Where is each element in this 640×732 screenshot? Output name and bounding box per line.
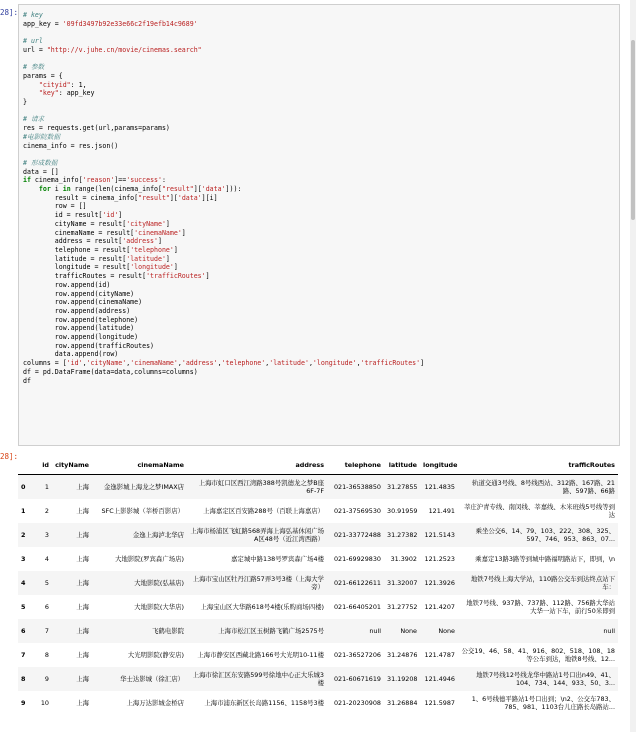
code-line (23, 194, 615, 203)
table-row (18, 475, 618, 500)
code-token: cinema_info = res.json() (23, 141, 119, 150)
table-cell: 上海市松江区玉树路飞鹤广场2575号 (187, 619, 327, 643)
output-area (18, 456, 620, 715)
table-cell: 8 (44, 651, 49, 659)
column-header: cityName (52, 456, 92, 475)
code-line (23, 342, 615, 351)
code-token: ] (165, 219, 170, 228)
table-cell: SFC上影影城（莘桥百影店） (101, 507, 184, 515)
code-line (23, 324, 615, 333)
code-token: 'data' (201, 185, 226, 194)
code-line (23, 150, 615, 159)
table-row (18, 595, 618, 619)
code-token: } (23, 98, 27, 107)
code-token: : 1, (70, 80, 87, 89)
table-cell: 2 (44, 507, 49, 515)
code-token: in (62, 185, 71, 194)
code-token: cityName = result[ (23, 219, 127, 228)
row-index: 1 (21, 507, 26, 515)
scrollbar-thumb[interactable] (631, 40, 635, 220)
table-cell: 021-36527206 (333, 651, 381, 659)
code-token (23, 89, 39, 97)
code-token: , (217, 359, 222, 368)
table-cell: 6 (44, 603, 49, 611)
table-cell: 10 (40, 699, 49, 707)
table-cell: 上海 (76, 507, 89, 515)
row-index: 0 (18, 475, 34, 500)
code-token: cinemaName = result[ (23, 228, 135, 237)
code-line (23, 20, 615, 29)
code-token: row.append(latitude) (23, 324, 135, 333)
code-token: longitude = result[ (23, 263, 131, 272)
table-cell: 1 (34, 475, 52, 500)
code-token: # 请求 (23, 115, 45, 124)
code-line (23, 133, 615, 142)
code-token: 'cinemaName' (134, 228, 182, 237)
code-token: , (265, 359, 270, 368)
table-cell: 大地影院(罗宾森广场店) (115, 555, 184, 563)
column-header: id (34, 456, 52, 475)
table-cell: 乘嘉定13路3路等到城中路福明路站下，即到，\n (475, 555, 615, 563)
code-token: "result" (138, 193, 170, 202)
code-token: 'success' (126, 176, 162, 185)
code-line (23, 98, 615, 107)
code-token: range(len(cinema_info[ (70, 185, 162, 194)
row-index: 2 (18, 523, 34, 547)
code-token (23, 81, 39, 89)
table-cell: 1、6号线德平路站1号口出到；\n2、公交车783、785、981、1103台儿庄路长岛路站... (471, 695, 615, 711)
code-line (23, 28, 615, 37)
table-cell: 121.4946 (420, 667, 458, 691)
code-line (23, 81, 615, 90)
code-token: # url (23, 37, 43, 46)
code-token: ] (181, 228, 186, 237)
table-cell: 飞鹤电影院 (92, 619, 187, 643)
code-token: 'longitude' (312, 359, 357, 368)
table-header-row (18, 456, 618, 475)
table-cell: 上海 (52, 667, 92, 691)
code-token: row.append(id) (23, 280, 111, 289)
table-row (18, 571, 618, 595)
code-line (23, 237, 615, 246)
table-cell: 上海 (76, 603, 89, 611)
code-line (23, 37, 615, 46)
table-cell: 华士达影城（徐汇店） (92, 667, 187, 691)
table-cell: 31.26884 (387, 699, 418, 707)
code-line (23, 72, 615, 81)
code-token: 'address' (181, 359, 218, 368)
table-cell: 上海 (76, 555, 89, 563)
column-header: telephone (327, 456, 384, 475)
table-cell: 31.19208 (384, 667, 420, 691)
table-cell: 3 (34, 523, 52, 547)
code-token: res = requests.get(url,params=params) (23, 124, 170, 133)
table-cell: 上海 (52, 523, 92, 547)
code-line (23, 229, 615, 238)
table-cell: 上海市静安区西藏北路166号大光明10-11楼 (197, 651, 324, 659)
table-row (18, 643, 618, 667)
table-cell: 金逸上海泸北华店 (92, 523, 187, 547)
table-cell: null (458, 619, 618, 643)
row-index: 6 (18, 619, 34, 643)
table-cell: 轨道交通3号线、8号线西站、312路、167路、21路、597路、66路 (458, 475, 618, 500)
code-line (23, 377, 615, 386)
table-cell: 121.3926 (420, 571, 458, 595)
code-token: "cityid" (38, 80, 71, 89)
code-token: result = cinema_info[ (23, 193, 139, 202)
table-cell: 上海 (52, 571, 92, 595)
code-line (23, 202, 615, 211)
code-token: 'address' (122, 237, 158, 246)
table-cell: 上海市宝山区牡丹江路57弄3号3楼（上海大学旁） (187, 571, 327, 595)
table-cell: 121.491 (428, 507, 455, 515)
code-line (23, 142, 615, 151)
code-token: : app_key (58, 89, 95, 98)
table-cell: 021-66405201 (333, 603, 381, 611)
code-token: cinema_info[ (30, 176, 83, 185)
code-line (23, 359, 615, 368)
row-index: 7 (21, 651, 26, 659)
code-token: ][ (193, 185, 202, 194)
table-cell: 021-69929830 (333, 555, 381, 563)
code-line (23, 55, 615, 64)
table-row (18, 499, 618, 523)
code-token: "http://v.juhe.cn/movie/cinemas.search" (46, 45, 202, 54)
table-cell: 021-60671619 (327, 667, 384, 691)
code-token: # key (23, 11, 43, 19)
table-row (18, 523, 618, 547)
table-cell: 31.3902 (390, 555, 417, 563)
table-cell: 121.4787 (424, 651, 455, 659)
table-cell: 31.32007 (384, 571, 420, 595)
code-token: "key" (38, 89, 59, 98)
table-cell: 上海 (52, 619, 92, 643)
table-cell: 地铁7号线、937路、737路、112路、756路大华站大华一站下车，前行50米即到 (466, 599, 615, 615)
code-token: params = { (23, 71, 63, 80)
table-cell: 021-37569530 (333, 507, 381, 515)
table-cell: None (384, 619, 420, 643)
code-token: '09fd3497b92e33e66c2f19efb14c9689' (62, 19, 198, 28)
code-line (23, 89, 615, 98)
code-token: df (23, 376, 31, 385)
code-token: "result" (162, 185, 194, 194)
table-cell: 上海市虹口区西江湾路388号凯德龙之梦B座6F-7F (187, 475, 327, 500)
code-token: telephone = result[ (23, 245, 131, 254)
table-cell: 021-36538850 (327, 475, 384, 500)
table-cell: 上海 (76, 651, 89, 659)
code-token: # 参数 (23, 63, 45, 72)
code-token: 'trafficRoutes' (360, 359, 421, 368)
column-header: latitude (384, 456, 420, 475)
code-token: row.append(cinemaName) (23, 298, 143, 307)
row-index: 8 (18, 667, 34, 691)
table-cell: 嘉定城中路138号罗宾森广场4楼 (231, 555, 324, 563)
code-token: ] (205, 272, 210, 281)
table-cell: 金逸影城上海龙之梦IMAX店 (92, 475, 187, 500)
code-line (23, 168, 615, 177)
code-token: row.append(address) (23, 306, 131, 315)
table-cell: 乘坐公交6、14、79、103、222、308、325、597、746、953、863、07... (458, 523, 618, 547)
table-cell: null (327, 619, 384, 643)
code-token: , (356, 359, 361, 368)
code-token: latitude = result[ (23, 254, 127, 263)
table-cell: 021-20230908 (333, 699, 381, 707)
code-line (23, 159, 615, 168)
code-line (23, 46, 615, 55)
table-cell: 31.27855 (384, 475, 420, 500)
table-cell: 121.2523 (424, 555, 455, 563)
table-cell: 上海市徐汇区东安路599号徐地中心正大乐城3楼 (187, 667, 327, 691)
table-cell: 地铁7号线12号线龙华中路站1号口出n49、41、104、734、144、933、50、3... (458, 667, 618, 691)
code-line (23, 316, 615, 325)
code-token: 'data' (177, 193, 202, 202)
code-token: ] (157, 237, 162, 246)
row-index: 5 (21, 603, 26, 611)
table-cell: 大光明影院(静安店) (127, 651, 184, 659)
table-cell: 021-33772488 (327, 523, 384, 547)
code-token: 'telephone' (130, 245, 174, 254)
code-token: 'id' (66, 359, 83, 368)
row-index: 4 (18, 571, 34, 595)
code-token: trafficRoutes = result[ (23, 272, 147, 281)
code-line (23, 115, 615, 124)
code-token: row.append(cityName) (23, 289, 135, 298)
table-cell: 上海市杨浦区飞虹路568弄海上海弘基休闲广场A区48号（近江湾西路） (187, 523, 327, 547)
code-token (23, 185, 39, 193)
code-token: 'cinemaName' (130, 359, 178, 368)
table-cell: 4 (44, 555, 49, 563)
table-cell: 上海嘉定区百安路288号（百联上海嘉店） (203, 507, 324, 515)
table-cell: 7 (34, 619, 52, 643)
code-cell[interactable] (18, 4, 620, 446)
code-token: 'trafficRoutes' (146, 272, 206, 281)
table-cell: 31.24876 (387, 651, 418, 659)
code-token: ]== (114, 176, 127, 185)
code-token: ] (165, 254, 170, 263)
column-header: longitude (420, 456, 458, 475)
code-token: #电影院数据 (23, 132, 60, 141)
code-line (23, 281, 615, 290)
code-line (23, 307, 615, 316)
code-token: app_key = (23, 19, 63, 28)
code-token: : (161, 176, 166, 185)
code-token: data.append(row) (23, 350, 119, 359)
code-token: # 形成数据 (23, 158, 58, 167)
code-token: address = result[ (23, 237, 123, 246)
table-cell: 021-66122611 (327, 571, 384, 595)
column-header: cinemaName (92, 456, 187, 475)
column-header: address (187, 456, 327, 475)
code-line (23, 220, 615, 229)
code-line (23, 333, 615, 342)
code-token: 'cityName' (86, 359, 127, 368)
table-cell: 莘庄沪青专线、南闵线、莘嘉线、木米班线5号线等到达 (463, 503, 615, 519)
table-cell: 121.5143 (420, 523, 458, 547)
code-line (23, 350, 615, 359)
code-line (23, 11, 615, 20)
table-cell: 大地影院(弘基店) (92, 571, 187, 595)
code-line (23, 368, 615, 377)
table-body (18, 475, 618, 716)
code-token: row.append(longitude) (23, 333, 139, 342)
code-token: , (177, 359, 182, 368)
row-index: 3 (21, 555, 26, 563)
code-token: , (308, 359, 313, 368)
code-token: 'telephone' (221, 359, 266, 368)
code-token: , (126, 359, 131, 368)
table-row (18, 667, 618, 691)
code-line (23, 272, 615, 281)
code-token: df = pd.DataFrame(data=data,columns=columns) (23, 367, 198, 376)
code-editor[interactable] (19, 5, 619, 385)
table-cell: 上海市浦东新区长岛路1156、1158号3楼 (204, 699, 324, 707)
code-token: if (23, 176, 31, 185)
table-cell: 121.4835 (420, 475, 458, 500)
column-header (18, 456, 34, 475)
code-token: row = [] (23, 202, 87, 211)
code-line (23, 263, 615, 272)
table-cell: 9 (34, 667, 52, 691)
table-cell: 上海 (52, 475, 92, 500)
vertical-scrollbar[interactable] (630, 0, 636, 732)
code-token: ])): (225, 185, 242, 194)
table-cell: 121.4207 (424, 603, 455, 611)
code-token: ] (173, 263, 178, 272)
code-token: ] (118, 211, 123, 220)
table-cell: 5 (34, 571, 52, 595)
code-line (23, 176, 615, 185)
input-prompt: 28]: (0, 8, 19, 17)
code-line (23, 298, 615, 307)
table-cell: 30.91959 (387, 507, 418, 515)
code-token: 'id' (102, 211, 119, 220)
code-token: ][ (169, 193, 178, 202)
code-token: 'latitude' (269, 359, 309, 368)
table-cell: 地铁7号线上海大学站，110路公交车到达终点站下车： (458, 571, 618, 595)
table-cell: 上海宝山区大华路618号4楼(乐购商场四楼) (200, 603, 324, 611)
code-token: id = result[ (23, 211, 103, 220)
table-cell: 上海 (76, 699, 89, 707)
column-header: trafficRoutes (458, 456, 618, 475)
table-cell: 大地影院(大华店) (134, 603, 184, 611)
code-token: url = (23, 45, 47, 54)
table-cell: 公交19、46、58、41、916、802、518、108、18等公车到达，地铁8号线、12... (461, 647, 615, 663)
table-cell: 31.27752 (387, 603, 418, 611)
dataframe-table (18, 456, 618, 715)
code-line (23, 211, 615, 220)
code-token: row.append(trafficRoutes) (23, 341, 155, 350)
code-token: 'reason' (82, 176, 115, 185)
table-cell: None (420, 619, 458, 643)
code-token: ][i] (201, 193, 218, 202)
code-token: ] (173, 245, 178, 254)
table-row (18, 619, 618, 643)
code-token: i (50, 185, 63, 194)
code-line (23, 63, 615, 72)
table-cell: 31.27382 (384, 523, 420, 547)
output-prompt: 28]: (0, 452, 19, 461)
table-cell: 上海万达影城金桥店 (126, 699, 184, 707)
code-line (23, 255, 615, 264)
row-index: 9 (21, 699, 26, 707)
table-row (18, 691, 618, 715)
code-line (23, 124, 615, 133)
code-token: row.append(telephone) (23, 315, 139, 324)
code-token: columns = [ (23, 359, 67, 368)
code-line (23, 246, 615, 255)
code-line (23, 290, 615, 299)
code-line (23, 107, 615, 116)
table-row (18, 547, 618, 571)
code-token: 'cityName' (126, 219, 166, 228)
code-token: for (38, 185, 51, 194)
code-token: 'longitude' (130, 263, 174, 272)
code-token: 'latitude' (126, 254, 166, 263)
code-line (23, 185, 615, 194)
code-token: data = [] (23, 167, 59, 176)
table-cell: 121.5987 (424, 699, 455, 707)
code-token: ] (420, 359, 425, 368)
code-token: , (82, 359, 87, 368)
